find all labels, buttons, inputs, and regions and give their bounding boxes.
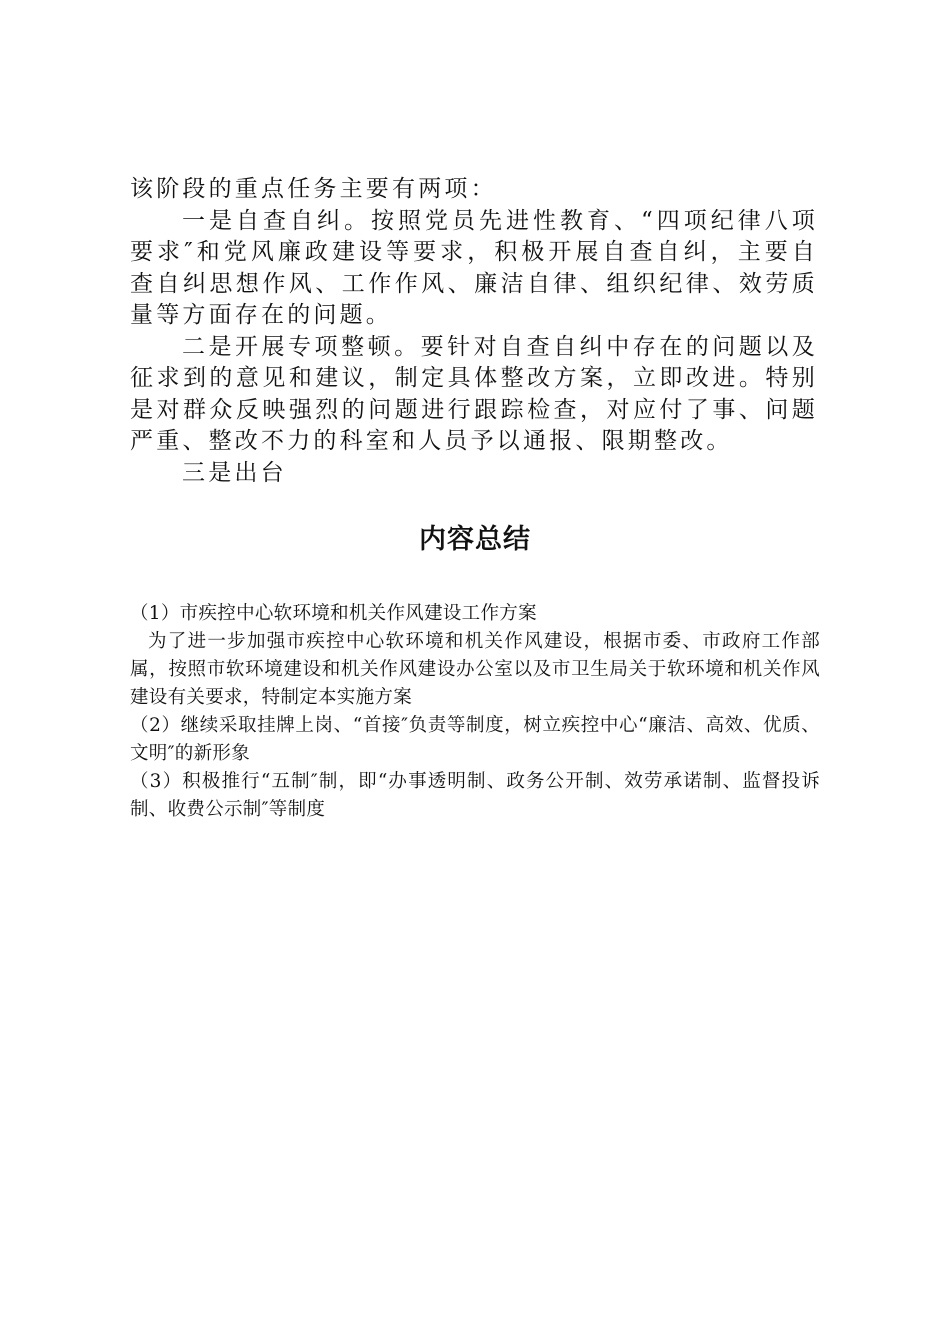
body-paragraph-rectification: 二是开展专项整顿。要针对自查自纠中存在的问题以及征求到的意见和建议，制定具体整改方案，立即改进。特别是对群众反映强烈的问题进行跟踪检查，对应付了事、问题严重、整改不力的科室和人员予以通报、限期整改。 [130, 333, 818, 454]
body-paragraph-third: 三是出台 [182, 459, 287, 486]
body-paragraph-self-check: 一是自查自纠。按照党员先进性教育、“四项纪律八项要求″和党风廉政建设等要求，积极开展自查自纠，主要自查自纠思想作风、工作作风、廉洁自律、组织纪律、效劳质量等方面存在的问题。 [130, 207, 818, 328]
body-paragraph-intro: 该阶段的重点任务主要有两项： [130, 176, 497, 202]
summary-item-1: （1）市疾控中心软环境和机关作风建设工作方案 [130, 603, 537, 624]
summary-item-2: （2）继续采取挂牌上岗、“首接″负责等制度，树立疾控中心“廉洁、高效、优质、文明″的新形象 [130, 715, 820, 764]
summary-list [130, 600, 820, 824]
summary-item-3: （3）积极推行“五制″制，即“办事透明制、政务公开制、效劳承诺制、监督投诉制、收费公示制″等制度 [130, 771, 820, 820]
summary-item-1-detail: 为了进一步加强市疾控中心软环境和机关作风建设，根据市委、市政府工作部属，按照市软环境建设和机关作风建设办公室以及市卫生局关于软环境和机关作风建设有关要求，特制定本实施方案 [130, 631, 820, 708]
summary-title: 内容总结 [419, 524, 531, 555]
body-text [130, 174, 818, 489]
